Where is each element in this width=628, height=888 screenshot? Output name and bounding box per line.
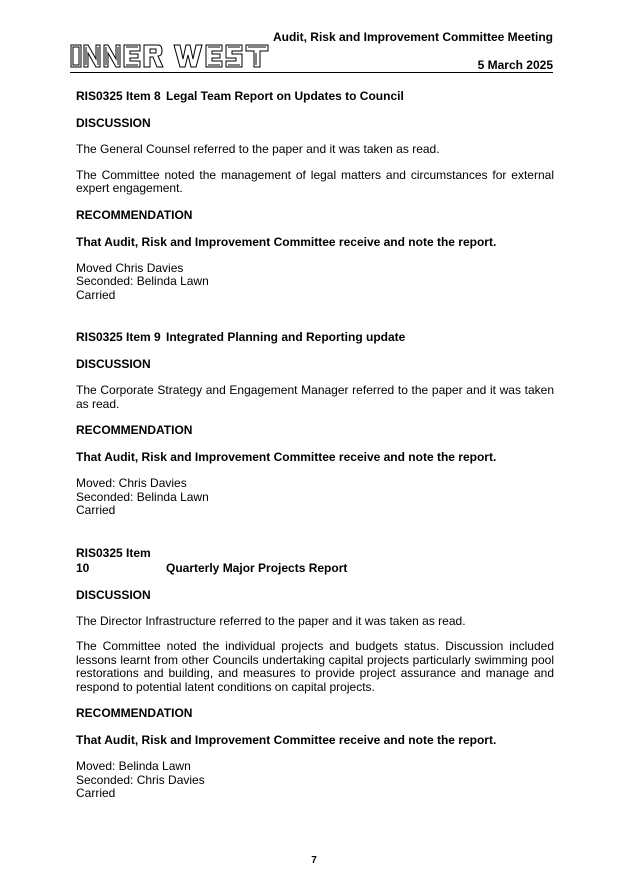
seconded-by: Seconded: Chris Davies	[76, 772, 205, 787]
motion-votes	[76, 760, 554, 801]
discussion-paragraph: The Corporate Strategy and Engagement Manager referred to the paper and it was taken as read.	[76, 383, 554, 411]
motion-result: Carried	[76, 786, 116, 800]
moved-by: Moved Chris Davies	[76, 260, 184, 275]
item-heading	[76, 546, 554, 576]
page-number: 7	[311, 855, 317, 866]
recommendation-text: That Audit, Risk and Improvement Committee receive and note the report.	[76, 234, 497, 249]
motion-result: Carried	[76, 503, 116, 517]
discussion-paragraph: The Director Infrastructure referred to the paper and it was taken as read.	[76, 613, 466, 628]
moved-by: Moved: Chris Davies	[76, 476, 187, 490]
discussion-paragraph: The Committee noted the individual projects and budgets status. Discussion included lessons learnt from other Councils undertaking capital projects particularly swimming pool restorations and building, and measures to provide project assurance and manage and respond to potential latent conditions on capital projects.	[76, 639, 554, 694]
discussion-heading: DISCUSSION	[76, 116, 151, 130]
item-code: RIS0325 Item 10	[76, 545, 151, 575]
discussion-paragraph: The Committee noted the management of legal matters and circumstances for external expert engagement.	[76, 167, 554, 195]
item-code: RIS0325 Item 9	[76, 330, 161, 344]
meeting-date: 5 March 2025	[477, 58, 553, 72]
agenda-item	[76, 546, 554, 801]
meeting-title: Audit, Risk and Improvement Committee Meeting	[272, 30, 553, 44]
recommendation-heading: RECOMMENDATION	[76, 706, 193, 720]
recommendation-text: That Audit, Risk and Improvement Committee receive and note the report.	[76, 450, 497, 464]
motion-votes	[76, 477, 554, 518]
item-title: Legal Team Report on Updates to Council	[166, 89, 404, 103]
discussion-paragraph: The General Counsel referred to the paper and it was taken as read.	[76, 142, 440, 156]
recommendation-text: That Audit, Risk and Improvement Committee receive and note the report.	[76, 733, 497, 747]
item-title: Quarterly Major Projects Report	[166, 560, 348, 575]
item-title: Integrated Planning and Reporting update	[166, 330, 406, 344]
agenda-item	[76, 89, 554, 302]
moved-by: Moved: Belinda Lawn	[76, 759, 191, 773]
agenda-item	[76, 330, 554, 518]
recommendation-heading: RECOMMENDATION	[76, 207, 193, 222]
seconded-by: Seconded: Belinda Lawn	[76, 489, 209, 504]
seconded-by: Seconded: Belinda Lawn	[76, 274, 209, 288]
discussion-heading: DISCUSSION	[76, 587, 151, 602]
header-divider	[70, 72, 553, 73]
item-heading	[76, 89, 554, 104]
minutes-content	[76, 89, 554, 829]
inner-west-logo	[70, 43, 270, 69]
recommendation-heading: RECOMMENDATION	[76, 423, 193, 437]
item-code: RIS0325 Item 8	[76, 89, 161, 103]
motion-votes	[76, 262, 554, 303]
item-heading	[76, 330, 554, 345]
motion-result: Carried	[76, 287, 116, 302]
discussion-heading: DISCUSSION	[76, 357, 151, 371]
